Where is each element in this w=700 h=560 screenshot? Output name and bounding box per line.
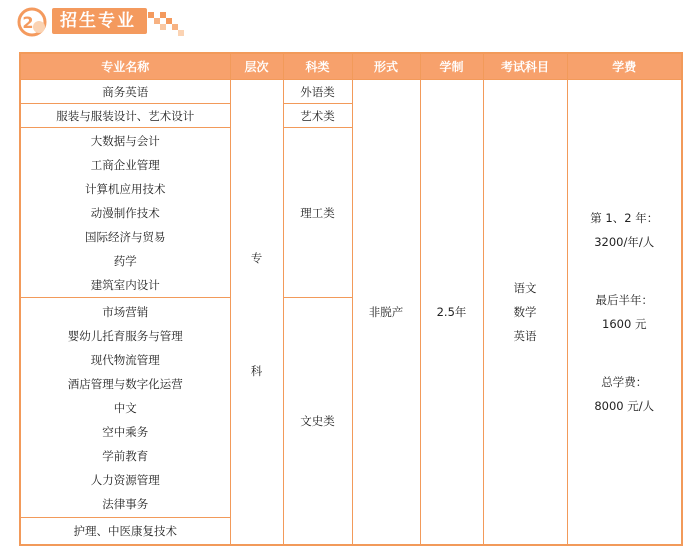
fee-first-value: 3200/年/人 — [594, 234, 655, 249]
exam-subject: 数学 — [513, 304, 537, 319]
col-header-level: 层次 — [230, 53, 283, 80]
major-cell: 服装与服装设计、艺术设计 — [20, 104, 230, 128]
level-cell — [230, 80, 283, 545]
duration-cell: 2.5年 — [420, 80, 483, 545]
category-cell: 外语类 — [283, 80, 352, 104]
fee-cell — [567, 80, 682, 545]
major-item: 动漫制作技术 — [90, 205, 160, 220]
majors-table — [19, 52, 683, 546]
major-cell: 商务英语 — [20, 80, 230, 104]
table-row — [20, 80, 682, 104]
exam-cell — [483, 80, 567, 545]
col-header-category: 科类 — [283, 53, 352, 80]
major-item: 工商企业管理 — [90, 157, 160, 172]
table-header-row — [20, 53, 682, 80]
section-title: 招生专业 — [60, 11, 136, 31]
major-item: 中文 — [113, 400, 137, 415]
major-item: 计算机应用技术 — [85, 181, 166, 196]
fee-total-value: 8000 元/人 — [594, 398, 655, 413]
col-header-duration: 学制 — [420, 53, 483, 80]
category-cell: 文史类 — [283, 298, 352, 545]
level-char: 科 — [250, 364, 263, 378]
major-item: 大数据与会计 — [90, 133, 160, 148]
major-item: 现代物流管理 — [90, 352, 160, 367]
badge-circle-icon — [17, 7, 47, 37]
category-cell: 艺术类 — [283, 104, 352, 128]
major-item: 国际经济与贸易 — [85, 229, 166, 244]
major-group-cell — [20, 128, 230, 298]
pixel-decoration-icon — [148, 8, 188, 36]
fee-total-label: 总学费： — [601, 374, 648, 389]
col-header-major: 专业名称 — [20, 53, 230, 80]
category-cell: 理工类 — [283, 128, 352, 298]
fee-first-label: 第 1、2 年： — [590, 210, 659, 225]
major-item: 酒店管理与数字化运营 — [67, 376, 183, 391]
section-number-badge — [17, 7, 47, 37]
level-char: 专 — [250, 251, 263, 265]
major-cell: 护理、中医康复技术 — [20, 518, 230, 545]
major-item: 学前教育 — [102, 448, 149, 463]
col-header-form: 形式 — [352, 53, 420, 80]
exam-subject: 语文 — [513, 280, 537, 295]
exam-subject: 英语 — [513, 328, 537, 343]
major-item: 建筑室内设计 — [90, 277, 160, 292]
major-item: 市场营销 — [102, 304, 149, 319]
section-number: 2 — [22, 13, 34, 32]
major-item: 药学 — [113, 253, 137, 268]
major-item: 婴幼儿托育服务与管理 — [67, 328, 183, 343]
major-item: 人力资源管理 — [90, 472, 160, 487]
col-header-fee: 学费 — [567, 53, 682, 80]
fee-last-value: 1600 元 — [602, 316, 647, 331]
fee-last-label: 最后半年： — [595, 292, 653, 307]
major-group-cell — [20, 298, 230, 518]
form-cell: 非脱产 — [352, 80, 420, 545]
major-item: 空中乘务 — [102, 424, 149, 439]
col-header-exam: 考试科目 — [483, 53, 567, 80]
major-item: 法律事务 — [102, 496, 149, 511]
